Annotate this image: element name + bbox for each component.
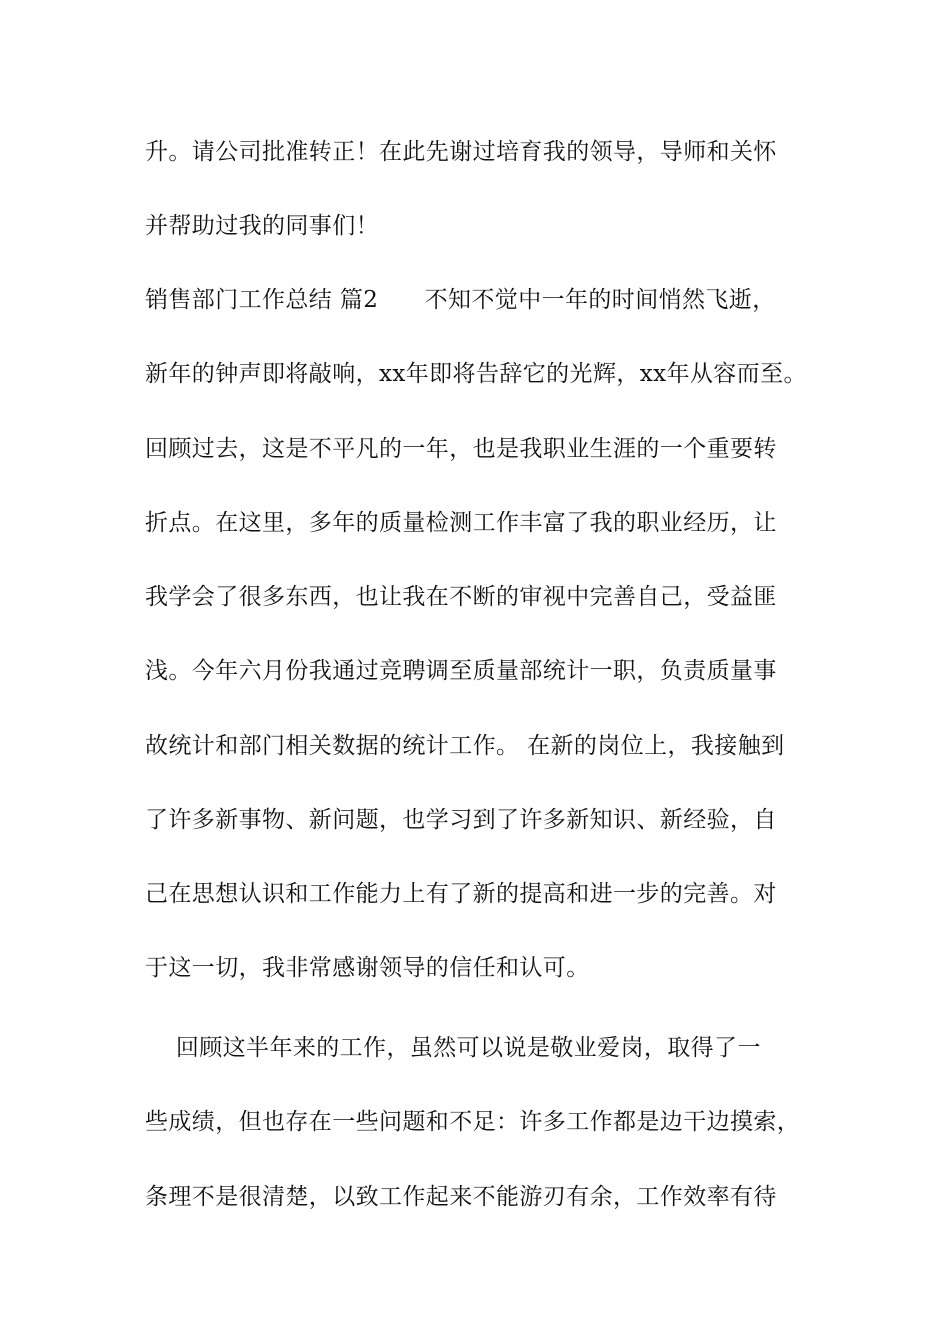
text-line-4: 新年的钟声即将敲响，xx年即将告辞它的光辉，xx年从容而至。 xyxy=(145,361,807,387)
text-line-9: 故统计和部门相关数据的统计工作。 在新的岗位上，我接触到 xyxy=(145,733,785,759)
text-line-1: 升。请公司批准转正！在此先谢过培育我的领导，导师和关怀 xyxy=(145,139,777,165)
section-heading-line: 销售部门工作总结 篇2 不知不觉中一年的时间悄然飞逝， xyxy=(145,287,776,313)
text-line-2: 并帮助过我的同事们！ xyxy=(145,213,379,239)
text-line-8: 浅。今年六月份我通过竞聘调至质量部统计一职，负责质量事 xyxy=(145,658,777,684)
text-line-13: 回顾这半年来的工作，虽然可以说是敬业爱岗，取得了一 xyxy=(145,1035,761,1061)
text-line-14: 些成绩，但也存在一些问题和不足：许多工作都是边干边摸索， xyxy=(145,1109,801,1135)
text-line-12: 于这一切，我非常感谢领导的信任和认可。 xyxy=(145,955,590,981)
text-line-6: 折点。在这里，多年的质量检测工作丰富了我的职业经历，让 xyxy=(145,510,777,536)
text-line-5: 回顾过去，这是不平凡的一年，也是我职业生涯的一个重要转 xyxy=(145,436,777,462)
text-line-7: 我学会了很多东西，也让我在不断的审视中完善自己，受益匪 xyxy=(145,584,777,610)
text-line-15: 条理不是很清楚，以致工作起来不能游刃有余，工作效率有待 xyxy=(145,1184,777,1210)
text-line-10: 了许多新事物、新问题，也学习到了许多新知识、新经验，自 xyxy=(145,807,777,833)
text-line-11: 己在思想认识和工作能力上有了新的提高和进一步的完善。对 xyxy=(145,881,777,907)
